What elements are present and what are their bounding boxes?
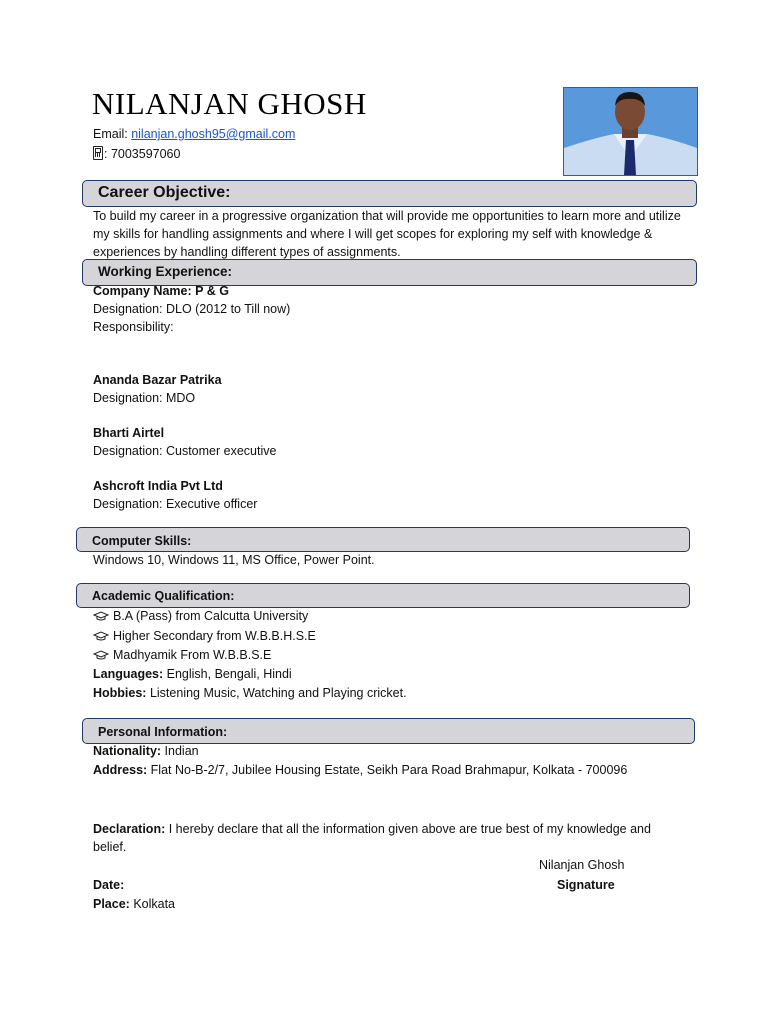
academic-item-label: Madhyamik From W.B.B.S.E — [113, 648, 272, 662]
designation-pg: Designation: DLO (2012 to Till now) — [93, 302, 291, 316]
hobbies-line — [93, 684, 407, 702]
computer-skills-text: Windows 10, Windows 11, MS Office, Power Point. — [93, 553, 375, 567]
career-objective-heading: Career Objective: — [98, 184, 231, 201]
profile-photo — [563, 87, 698, 176]
company-abp: Ananda Bazar Patrika — [93, 373, 222, 387]
address-label: Address: — [93, 763, 148, 777]
company-airtel: Bharti Airtel — [93, 426, 165, 440]
date-label: Date: — [93, 878, 125, 892]
graduation-cap-icon — [93, 631, 109, 641]
place-value: Kolkata — [129, 897, 176, 911]
languages-label: Languages: — [93, 667, 164, 681]
academic-item-label: Higher Secondary from W.B.B.H.S.E — [113, 629, 316, 643]
graduation-cap-icon — [93, 611, 109, 621]
career-objective-text: To build my career in a progressive organization that will provide me opportunities to learn more and utilize my skills for handling assignments and where I will get scopes for exploring my self with knowledge & experiences by handling different types of assignments. — [93, 209, 681, 259]
academic-qualification-heading: Academic Qualification: — [92, 589, 235, 603]
signature-name: Nilanjan Ghosh — [539, 858, 625, 872]
candidate-name: NILANJAN GHOSH — [92, 86, 367, 121]
designation-ashcroft: Designation: Executive officer — [93, 497, 258, 511]
place-label: Place: — [93, 897, 130, 911]
responsibility-label: Responsibility: — [93, 320, 174, 334]
section-academic-qualification — [76, 583, 690, 608]
hobbies-label: Hobbies: — [93, 686, 147, 700]
email-label: Email: — [93, 127, 132, 141]
company-pg: Company Name: P & G — [93, 284, 229, 298]
hobbies-value: Listening Music, Watching and Playing cricket. — [146, 686, 407, 700]
place-line — [93, 895, 175, 913]
signature-label: Signature — [557, 878, 615, 892]
address-value: Flat No-B-2/7, Jubilee Housing Estate, Seikh Para Road Brahmapur, Kolkata - 700096 — [147, 763, 628, 777]
company-ashcroft: Ashcroft India Pvt Ltd — [93, 479, 223, 493]
graduation-cap-icon — [93, 650, 109, 660]
section-personal-information — [82, 718, 695, 744]
phone-number: : 7003597060 — [104, 147, 181, 161]
section-career-objective — [82, 180, 697, 207]
declaration-label: Declaration: — [93, 822, 166, 836]
academic-item-label: B.A (Pass) from Calcutta University — [113, 609, 309, 623]
academic-item-madhyamik — [93, 646, 271, 664]
nationality-line — [93, 742, 199, 760]
languages-value: English, Bengali, Hindi — [163, 667, 292, 681]
phone-line — [93, 145, 180, 163]
declaration-block — [93, 820, 683, 856]
computer-skills-heading: Computer Skills: — [92, 534, 192, 548]
working-experience-heading: Working Experience: — [98, 264, 233, 279]
nationality-value: Indian — [161, 744, 199, 758]
designation-airtel: Designation: Customer executive — [93, 444, 277, 458]
section-computer-skills — [76, 527, 690, 552]
nationality-label: Nationality: — [93, 744, 162, 758]
academic-item-hs — [93, 627, 316, 645]
address-block — [93, 761, 653, 780]
personal-information-heading: Personal Information: — [98, 725, 228, 739]
declaration-text: I hereby declare that all the information given above are true best of my knowledge and belief. — [93, 822, 651, 854]
email-link[interactable]: nilanjan.ghosh95@gmail.com — [131, 127, 296, 141]
email-line — [93, 125, 295, 143]
designation-abp: Designation: MDO — [93, 391, 196, 405]
academic-item-ba — [93, 607, 308, 625]
mobile-phone-icon — [93, 146, 103, 160]
languages-line — [93, 665, 292, 683]
